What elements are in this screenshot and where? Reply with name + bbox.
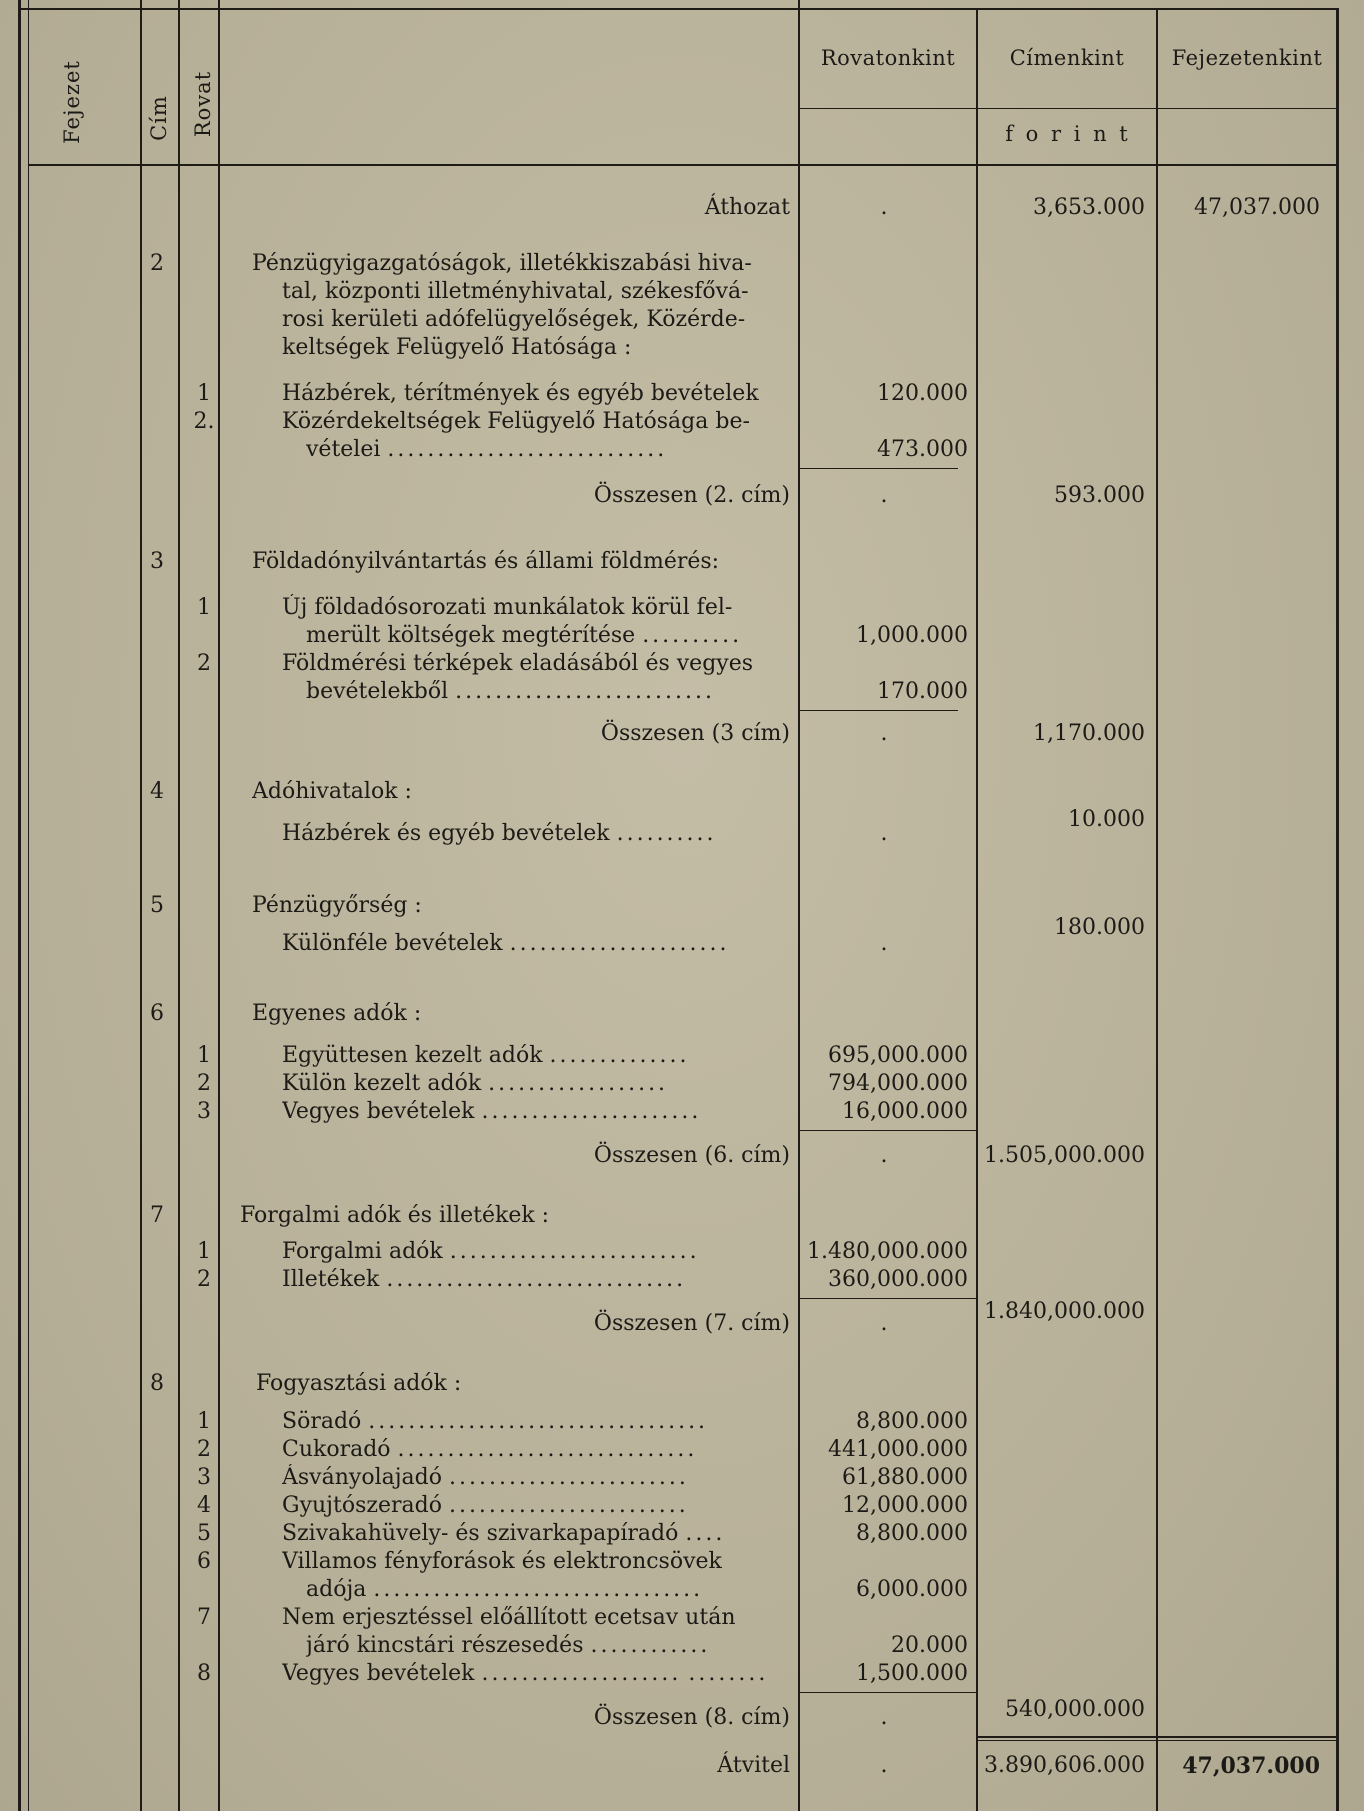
item-rovat-number: 3 [197, 1465, 211, 1490]
item-label [282, 1492, 790, 1520]
section-title: rosi kerületi adófelügyelőségek, Közérde- [282, 307, 746, 332]
item-label [282, 1464, 790, 1492]
subtotal-rule [800, 1692, 976, 1693]
item-row [0, 622, 1364, 650]
item-row [0, 1548, 1364, 1576]
leader-dots: ........................ [448, 1493, 689, 1518]
carry-rule [978, 1740, 1336, 1741]
item-label [282, 1098, 790, 1126]
item-label-text: Gyujtószeradó [282, 1493, 442, 1518]
header-fejezet: Fejezet [59, 60, 84, 144]
section-title-row [0, 278, 1364, 306]
total-label: Összesen (7. cím) [593, 1311, 790, 1336]
leader-dots: ........ [688, 1661, 769, 1686]
item-row [0, 1632, 1364, 1660]
single-cim: 10.000 [1068, 807, 1145, 832]
item-row [0, 1576, 1364, 1604]
single-row [0, 807, 1364, 848]
single-label [282, 820, 790, 848]
item-rovat-number: 1 [197, 1239, 211, 1264]
subtotal-rule [800, 710, 958, 711]
item-rovat-number: 1 [197, 1409, 211, 1434]
atvitel-row [0, 1752, 1364, 1780]
item-label [306, 1576, 790, 1604]
item-label-text: Vegyes bevételek [282, 1661, 475, 1686]
section-title-row [0, 1000, 1364, 1028]
header-rovat: Rovat [191, 70, 216, 138]
leader-dots: .................. [488, 1071, 669, 1096]
item-rovat-number: 3 [197, 1099, 211, 1124]
leader-dots: .... [685, 1521, 726, 1546]
item-amount: 16,000.000 [842, 1099, 968, 1124]
item-label [306, 1632, 790, 1660]
total-rovat: . [880, 1311, 888, 1336]
item-label: Új földadósorozati munkálatok körül fel- [282, 595, 733, 620]
item-row [0, 650, 1364, 678]
item-amount: 1,000.000 [856, 623, 968, 648]
item-amount: 12,000.000 [842, 1493, 968, 1518]
item-rovat-number: 2 [197, 651, 211, 676]
item-label-text: Ásványolajadó [282, 1465, 442, 1490]
leader-dots: ...................... [481, 1099, 702, 1124]
header-unit: f o r i n t [1005, 122, 1131, 146]
section-title: Adóhivatalok : [252, 779, 412, 804]
header-cimenkint: Címenkint [1009, 46, 1125, 70]
header-fejezetenkint: Fejezetenkint [1171, 46, 1323, 70]
item-label [306, 622, 790, 650]
item-rovat-number: 4 [197, 1493, 211, 1518]
section-cim-number: 6 [150, 1001, 164, 1026]
total-row [0, 1697, 1364, 1732]
item-rovat-number: 2. [193, 409, 215, 434]
section-cim-number: 7 [150, 1203, 164, 1228]
item-row [0, 1492, 1364, 1520]
item-amount: 1.480,000.000 [807, 1239, 968, 1264]
item-rovat-number: 7 [197, 1605, 211, 1630]
item-rovat-number: 2 [197, 1437, 211, 1462]
single-row [0, 915, 1364, 958]
total-cim: 1.505,000.000 [984, 1143, 1145, 1168]
item-row [0, 1660, 1364, 1688]
item-label-text: Illetékek [282, 1267, 380, 1292]
section-title: Egyenes adók : [252, 1001, 422, 1026]
item-rovat-number: 6 [197, 1549, 211, 1574]
total-label: Összesen (6. cím) [593, 1143, 790, 1168]
item-label: Villamos fényforások és elektroncsövek [282, 1549, 722, 1574]
total-cim: 1.840,000.000 [984, 1299, 1145, 1324]
leader-dots: .............................. [397, 1437, 698, 1462]
item-amount: 20.000 [891, 1633, 968, 1658]
leader-dots: .............................. [386, 1267, 687, 1292]
item-label [282, 1266, 790, 1294]
item-label-text: merült költségek megtérítése [306, 623, 636, 648]
section-cim-number: 4 [150, 779, 164, 804]
item-label-text: járó kincstári részesedés [306, 1633, 584, 1658]
item-label-text: Söradó [282, 1409, 362, 1434]
item-rovat-number: 5 [197, 1521, 211, 1546]
section-title: Forgalmi adók és illetékek : [240, 1203, 550, 1228]
subtotal-rule [800, 1130, 976, 1131]
single-label-text: Házbérek és egyéb bevételek [282, 821, 610, 846]
header-cim: Cím [146, 95, 171, 141]
item-label: Földmérési térképek eladásából és vegyes [282, 651, 754, 676]
section-title-row [0, 334, 1364, 362]
item-label: Házbérek, térítmények és egyéb bevételek [282, 381, 759, 406]
item-label-text: Vegyes bevételek [282, 1099, 475, 1124]
item-row [0, 408, 1364, 436]
total-cim: 540,000.000 [1005, 1697, 1145, 1722]
total-row [0, 1299, 1364, 1338]
atvitel-cim: 3.890,606.000 [984, 1753, 1145, 1778]
section-title: tal, központi illetményhivatal, székesfővá- [282, 279, 749, 304]
item-label-text: bevételekből [306, 679, 449, 704]
item-row [0, 678, 1364, 706]
item-row [0, 380, 1364, 408]
single-rovat: . [880, 821, 888, 846]
item-row [0, 436, 1364, 464]
single-cim: 180.000 [1054, 915, 1145, 940]
leader-dots: .................................. [368, 1409, 709, 1434]
item-rovat-number: 8 [197, 1661, 211, 1686]
leader-dots: .............. [549, 1043, 690, 1068]
header-rovatonkint: Rovatonkint [820, 46, 956, 70]
item-rovat-number: 2 [197, 1071, 211, 1096]
leader-dots: .......... [642, 623, 743, 648]
item-amount: 695,000.000 [828, 1043, 968, 1068]
item-amount: 794,000.000 [828, 1071, 968, 1096]
item-row [0, 1520, 1364, 1548]
section-title-row [0, 778, 1364, 806]
leader-dots: ...................... [509, 931, 730, 956]
item-row [0, 1266, 1364, 1294]
item-amount: 61,880.000 [842, 1465, 968, 1490]
section-title-row [0, 548, 1364, 576]
item-amount: 473.000 [877, 437, 968, 462]
item-label [306, 678, 790, 706]
leader-dots: ............................ [387, 437, 668, 462]
item-label-text: Cukoradó [282, 1437, 391, 1462]
atvitel-label: Átvitel [717, 1753, 790, 1778]
single-rovat: . [880, 931, 888, 956]
item-rovat-number: 1 [197, 381, 211, 406]
atvitel-rovat: . [880, 1753, 888, 1778]
section-cim-number: 3 [150, 549, 164, 574]
section-title-row [0, 250, 1364, 278]
item-amount: 441,000.000 [828, 1437, 968, 1462]
section-title-row [0, 1370, 1364, 1398]
total-rovat: . [880, 1143, 888, 1168]
item-rovat-number: 1 [197, 1043, 211, 1068]
athozat-cim: 3,653.000 [1033, 195, 1145, 220]
item-label-text: adója [306, 1577, 367, 1602]
item-label [282, 1238, 790, 1266]
item-rovat-number: 1 [197, 595, 211, 620]
section-title: keltségek Felügyelő Hatósága : [282, 335, 632, 360]
athozat-rovat: . [880, 195, 888, 220]
item-label-text: vételei [306, 437, 381, 462]
athozat-fejezet: 47,037.000 [1194, 195, 1320, 220]
atvitel-fejezet: 47,037.000 [1182, 1753, 1320, 1779]
rule-unit [798, 108, 1339, 109]
item-amount: 8,800.000 [856, 1409, 968, 1434]
total-row [0, 482, 1364, 510]
leader-dots: ........................ [448, 1465, 689, 1490]
total-rovat: . [880, 1705, 888, 1730]
rule-top [18, 8, 1339, 10]
item-amount: 170.000 [877, 679, 968, 704]
section-cim-number: 8 [150, 1371, 164, 1396]
leader-dots: .......................... [455, 679, 715, 704]
item-label: Nem erjesztéssel előállított ecetsav után [282, 1605, 736, 1630]
item-label [282, 1408, 790, 1436]
item-row [0, 1464, 1364, 1492]
item-label [282, 1436, 790, 1464]
item-row [0, 1408, 1364, 1436]
section-title-row [0, 892, 1364, 920]
subtotal-rule [800, 1298, 976, 1299]
item-label [282, 1070, 790, 1098]
item-label [306, 436, 790, 464]
athozat-label: Áthozat [704, 195, 790, 220]
item-amount: 8,800.000 [856, 1521, 968, 1546]
section-title: Pénzügyigazgatóságok, illetékkiszabási hiva- [252, 251, 752, 276]
section-title: Pénzügyőrség : [252, 893, 422, 918]
item-label [282, 1660, 790, 1688]
item-row [0, 1604, 1364, 1632]
total-rovat: . [880, 483, 888, 508]
item-row [0, 1238, 1364, 1266]
leader-dots: ............ [590, 1633, 711, 1658]
item-amount: 360,000.000 [828, 1267, 968, 1292]
section-title-row [0, 1202, 1364, 1230]
item-rovat-number: 2 [197, 1267, 211, 1292]
section-title: Fogyasztási adók : [256, 1371, 462, 1396]
total-row [0, 720, 1364, 748]
total-label: Összesen (3 cím) [600, 721, 790, 746]
section-title-row [0, 306, 1364, 334]
item-label: Közérdekeltségek Felügyelő Hatósága be- [282, 409, 750, 434]
item-row [0, 1098, 1364, 1126]
carry-rule [978, 1736, 1336, 1738]
rule-header-bottom [28, 164, 1339, 166]
section-cim-number: 2 [150, 251, 164, 276]
total-label: Összesen (2. cím) [593, 483, 790, 508]
total-label: Összesen (8. cím) [593, 1705, 790, 1730]
item-label [282, 1520, 790, 1548]
leader-dots: .................... [481, 1661, 682, 1686]
item-label [282, 1042, 790, 1070]
item-amount: 6,000.000 [856, 1577, 968, 1602]
total-cim: 1,170.000 [1033, 721, 1145, 746]
item-row [0, 1042, 1364, 1070]
single-label-text: Különféle bevételek [282, 931, 503, 956]
section-cim-number: 5 [150, 893, 164, 918]
item-label-text: Forgalmi adók [282, 1239, 443, 1264]
single-label [282, 930, 790, 958]
item-label-text: Szivakahüvely- és szivarkapapíradó [282, 1521, 679, 1546]
subtotal-rule [800, 468, 958, 469]
item-row [0, 1436, 1364, 1464]
section-title: Földadónyilvántartás és állami földmérés: [252, 549, 720, 574]
item-row [0, 1070, 1364, 1098]
item-amount: 120.000 [877, 381, 968, 406]
total-cim: 593.000 [1054, 483, 1145, 508]
leader-dots: ................................. [373, 1577, 704, 1602]
item-amount: 1,500.000 [856, 1661, 968, 1686]
total-rovat: . [880, 721, 888, 746]
item-label-text: Külön kezelt adók [282, 1071, 482, 1096]
item-row [0, 594, 1364, 622]
leader-dots: ......................... [449, 1239, 700, 1264]
item-label-text: Együttesen kezelt adók [282, 1043, 543, 1068]
leader-dots: .......... [616, 821, 717, 846]
total-row [0, 1142, 1364, 1170]
athozat-row [0, 194, 1364, 222]
